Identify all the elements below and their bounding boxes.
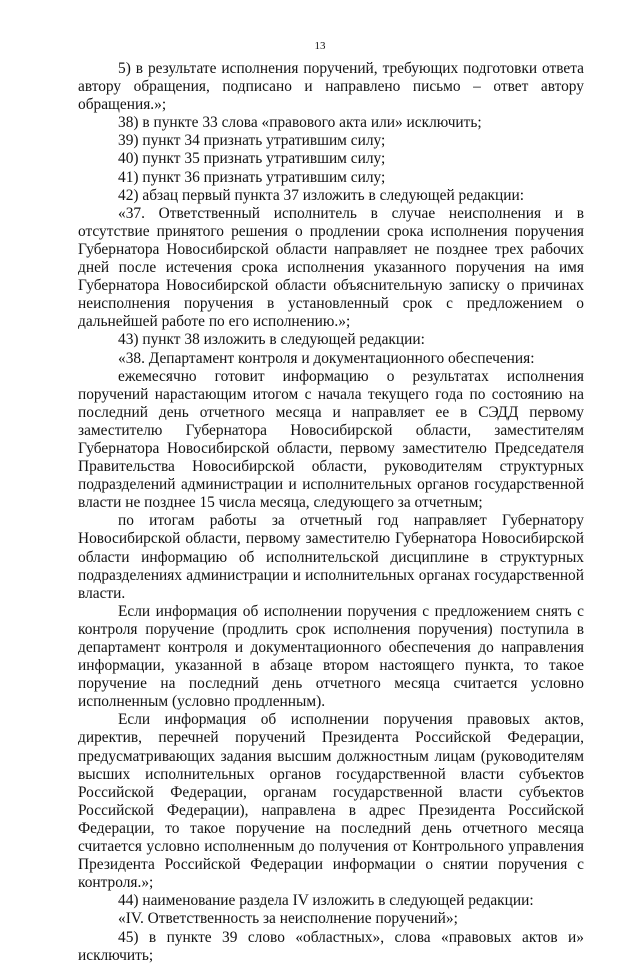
paragraph: 40) пункт 35 признать утратившим силу;	[118, 150, 386, 168]
document-body	[78, 60, 584, 965]
page-number: 13	[314, 40, 326, 52]
paragraph: ежемесячно готовит информацию о результатах исполнения поручений нарастающим итогом с начала текущего года по состоянию на последний день отчетного месяца и направляет ее в СЭДД первому заместителю Губернатора Новосибирской области, заместителям Губернатора Новосибирской области, первому заместителю Председателя Правительства Новосибирской области, руководителям структурных подразделений администрации и исполнительных органов государственной власти не позднее 15 числа месяца, следующего за отчетным;	[78, 367, 584, 512]
paragraph: «37. Ответственный исполнитель в случае неисполнения и в отсутствие принятого решения о продлении срока исполнения поручения Губернатора Новосибирской области направляет не позднее трех рабочих дней после истечения срока исполнения указанного поручения на имя Губернатора Новосибирской области объяснительную записку о причинах неисполнения поручения в установленный срок с предложением о дальнейшей работе по его исполнению.»;	[78, 204, 584, 331]
paragraph: «IV. Ответственность за неисполнение поручений»;	[118, 910, 458, 928]
paragraph: 41) пункт 36 признать утратившим силу;	[118, 168, 386, 186]
paragraph: 5) в результате исполнения поручений, требующих подготовки ответа автору обращения, подписано и направлено письмо – ответ автору обращения.»;	[78, 60, 584, 114]
paragraph: 42) абзац первый пункта 37 изложить в следующей редакции:	[118, 186, 525, 204]
paragraph: Если информация об исполнении поручения с предложением снять с контроля поручение (продлить срок исполнения поручения) поступила в департамент контроля и документационного обеспечения до направления информации, указанной в абзаце втором настоящего пункта, то такое поручение на последний день отчетного месяца считается условно исполненным (условно продленным).	[78, 602, 584, 711]
paragraph: 44) наименование раздела IV изложить в следующей редакции:	[118, 892, 534, 910]
paragraph: 45) в пункте 39 слово «областных», слова «правовых актов и» исключить;	[78, 928, 584, 964]
paragraph: «38. Департамент контроля и документационного обеспечения:	[118, 349, 535, 367]
paragraph: Если информация об исполнении поручения правовых актов, директив, перечней поручений Президента Российской Федерации, предусматривающих задания высшим должностным лицам (руководителям высших исполнительных органов государственной власти субъектов Российской Федерации, органам государственной власти субъектов Российской Федерации), направлена в адрес Президента Российской Федерации, то такое поручение на последний день отчетного месяца считается условно исполненным до получения от Контрольного управления Президента Российской Федерации информации о снятии поручения с контроля.»;	[78, 711, 584, 892]
paragraph: 39) пункт 34 признать утратившим силу;	[118, 132, 386, 150]
paragraph: 43) пункт 38 изложить в следующей редакции:	[118, 331, 425, 349]
paragraph: 38) в пункте 33 слова «правового акта или» исключить;	[118, 114, 482, 132]
paragraph: по итогам работы за отчетный год направляет Губернатору Новосибирской области, первому заместителю Губернатора Новосибирской области информацию об исполнительской дисциплине в структурных подразделениях администрации и исполнительных органах государственной власти.	[78, 512, 584, 602]
